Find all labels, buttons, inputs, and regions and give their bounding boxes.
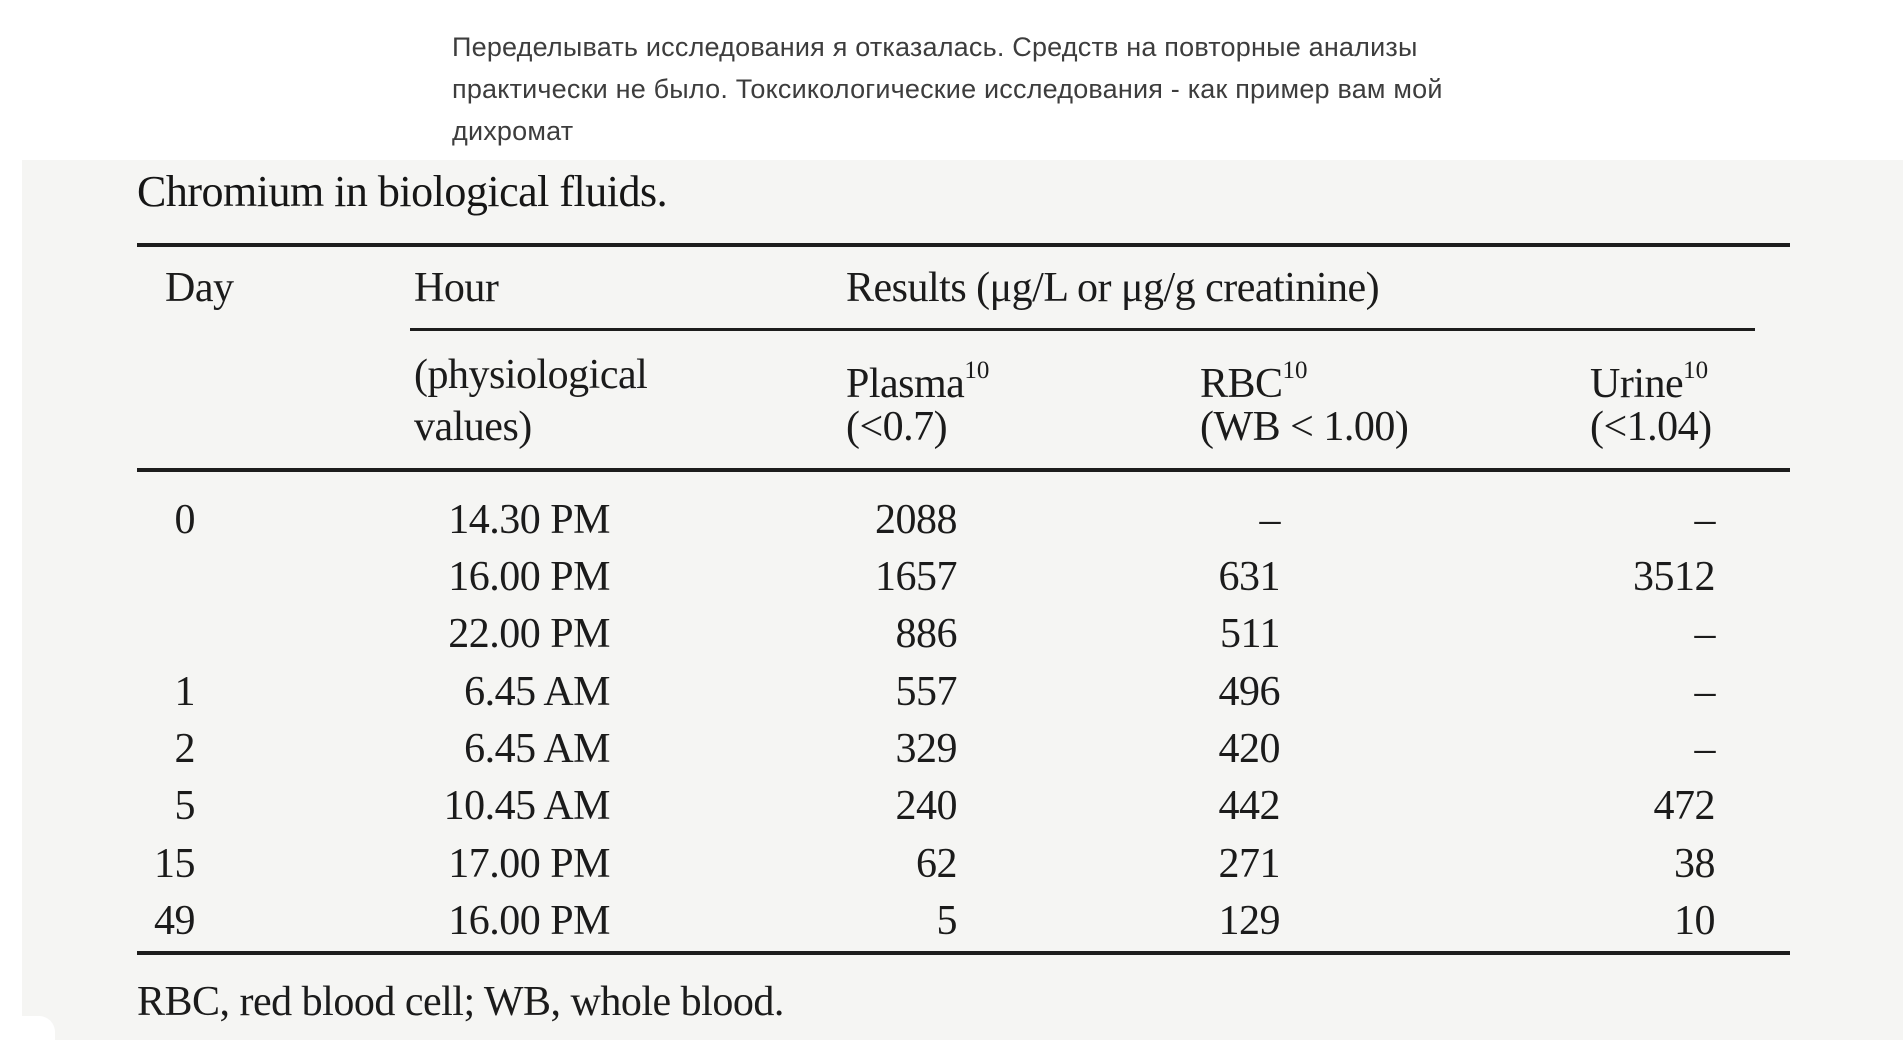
rbc-cell: 631 xyxy=(1218,554,1280,600)
scanned-table-image xyxy=(22,160,1903,1040)
plasma-cell: 1657 xyxy=(875,554,957,600)
column-header-day: Day xyxy=(165,265,234,311)
urine-cell: 38 xyxy=(1674,841,1715,887)
day-cell: 49 xyxy=(154,898,195,944)
table-row xyxy=(137,664,1790,721)
urine-label: Urine xyxy=(1590,361,1684,407)
hour-cell: 16.00 PM xyxy=(448,898,610,944)
plasma-label: Plasma xyxy=(846,361,965,407)
table-row xyxy=(137,492,1790,549)
urine-cell: – xyxy=(1694,497,1715,543)
hour-subheader-line2: values) xyxy=(414,404,532,450)
rounded-corner-overlay xyxy=(0,1016,55,1040)
plasma-cell: 557 xyxy=(895,669,957,715)
rbc-cell: 271 xyxy=(1218,841,1280,887)
hour-cell: 6.45 AM xyxy=(464,726,610,772)
column-header-urine xyxy=(1590,353,1708,406)
urine-cell: – xyxy=(1694,726,1715,772)
table-row xyxy=(137,778,1790,835)
urine-cell: – xyxy=(1694,669,1715,715)
rbc-cell: 511 xyxy=(1220,611,1280,657)
rbc-reference-superscript: 10 xyxy=(1282,357,1308,384)
rbc-cell: 442 xyxy=(1218,783,1280,829)
caption-line-1: Переделывать исследования я отказалась. Средств на повторные анализы xyxy=(452,32,1418,62)
hour-cell: 16.00 PM xyxy=(448,554,610,600)
hour-cell: 10.45 AM xyxy=(443,783,610,829)
plasma-reference-range: (<0.7) xyxy=(846,404,948,450)
rbc-reference-range: (WB < 1.00) xyxy=(1200,404,1409,450)
day-cell: 0 xyxy=(174,497,195,543)
day-cell: 1 xyxy=(174,669,195,715)
hour-subheader-line1: (physiological xyxy=(414,352,648,398)
plasma-cell: 2088 xyxy=(875,497,957,543)
day-cell: 15 xyxy=(154,841,195,887)
table-title: Chromium in biological fluids. xyxy=(137,167,668,216)
urine-reference-range: (<1.04) xyxy=(1590,404,1712,450)
results-span-rule xyxy=(410,328,1755,331)
hour-cell: 22.00 PM xyxy=(448,611,610,657)
caption-line-2: практически не было. Токсикологические исследования - как пример вам мой xyxy=(452,74,1443,104)
plasma-cell: 886 xyxy=(895,611,957,657)
rbc-cell: 496 xyxy=(1218,669,1280,715)
column-header-hour: Hour xyxy=(414,265,499,311)
urine-cell: 472 xyxy=(1653,783,1715,829)
table-top-rule xyxy=(137,243,1790,247)
plasma-cell: 240 xyxy=(895,783,957,829)
urine-cell: – xyxy=(1694,611,1715,657)
plasma-cell: 329 xyxy=(895,726,957,772)
table-row xyxy=(137,836,1790,893)
table-row xyxy=(137,549,1790,606)
table-row xyxy=(137,606,1790,663)
column-header-results: Results (μg/L or μg/g creatinine) xyxy=(846,265,1380,311)
rbc-cell: – xyxy=(1259,497,1280,543)
rbc-cell: 420 xyxy=(1218,726,1280,772)
plasma-cell: 62 xyxy=(916,841,957,887)
urine-cell: 10 xyxy=(1674,898,1715,944)
plasma-cell: 5 xyxy=(936,898,957,944)
caption-text xyxy=(452,26,1472,152)
column-header-rbc xyxy=(1200,353,1308,406)
header-body-rule xyxy=(137,468,1790,472)
table-row xyxy=(137,893,1790,950)
table-row xyxy=(137,721,1790,778)
hour-cell: 14.30 PM xyxy=(448,497,610,543)
rbc-cell: 129 xyxy=(1218,898,1280,944)
urine-reference-superscript: 10 xyxy=(1683,357,1709,384)
day-cell: 5 xyxy=(174,783,195,829)
urine-cell: 3512 xyxy=(1633,554,1715,600)
rbc-label: RBC xyxy=(1200,361,1283,407)
plasma-reference-superscript: 10 xyxy=(964,357,990,384)
day-cell: 2 xyxy=(174,726,195,772)
caption-line-3: дихромат xyxy=(452,116,574,146)
hour-cell: 6.45 AM xyxy=(464,669,610,715)
hour-cell: 17.00 PM xyxy=(448,841,610,887)
table-footnote: RBC, red blood cell; WB, whole blood. xyxy=(137,979,784,1025)
table-bottom-rule xyxy=(137,951,1790,955)
column-header-plasma xyxy=(846,353,989,406)
